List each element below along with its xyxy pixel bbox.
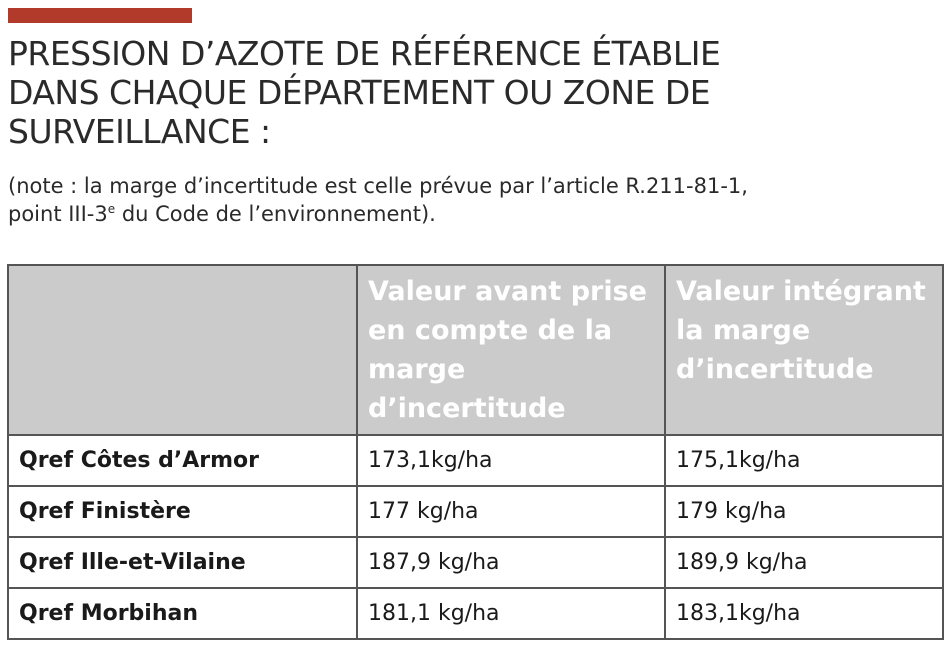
- note-superscript: e: [107, 202, 116, 216]
- row-label: Qref Finistère: [8, 486, 357, 537]
- cell-value-with: 179 kg/ha: [665, 486, 943, 537]
- cell-value-before: 173,1kg/ha: [357, 435, 665, 486]
- note-line-2-end: du Code de l’environnement).: [115, 202, 436, 226]
- table-row: [8, 486, 943, 537]
- table-row: [8, 435, 943, 486]
- note-line-1: (note : la marge d’incertitude est celle prévue par l’article R.211-81-1,: [8, 174, 748, 198]
- title-line: DANS CHAQUE DÉPARTEMENT OU ZONE DE: [8, 73, 711, 112]
- table-row: [8, 588, 943, 639]
- cell-value-with: 189,9 kg/ha: [665, 537, 943, 588]
- row-label: Qref Côtes d’Armor: [8, 435, 357, 486]
- header-cell-empty: [8, 265, 357, 435]
- row-label: Qref Morbihan: [8, 588, 357, 639]
- note-line-2-start: point III-3: [8, 202, 108, 226]
- cell-value-with: 183,1kg/ha: [665, 588, 943, 639]
- cell-value-with: 175,1kg/ha: [665, 435, 943, 486]
- page-title: [8, 34, 908, 151]
- accent-bar: [8, 8, 192, 23]
- title-line: SURVEILLANCE :: [8, 112, 271, 151]
- row-label: Qref Ille-et-Vilaine: [8, 537, 357, 588]
- title-line: PRESSION D’AZOTE DE RÉFÉRENCE ÉTABLIE: [8, 34, 721, 73]
- header-cell-value-before: Valeur avant prise en compte de la marge d’incertitude: [357, 265, 665, 435]
- header-cell-value-with: Valeur intégrant la marge d’incertitude: [665, 265, 943, 435]
- note-line-2: [8, 200, 908, 228]
- cell-value-before: 181,1 kg/ha: [357, 588, 665, 639]
- nitrogen-reference-table: [7, 264, 944, 640]
- note-text: [8, 172, 908, 228]
- table-row: [8, 537, 943, 588]
- table-header-row: [8, 265, 943, 435]
- cell-value-before: 177 kg/ha: [357, 486, 665, 537]
- cell-value-before: 187,9 kg/ha: [357, 537, 665, 588]
